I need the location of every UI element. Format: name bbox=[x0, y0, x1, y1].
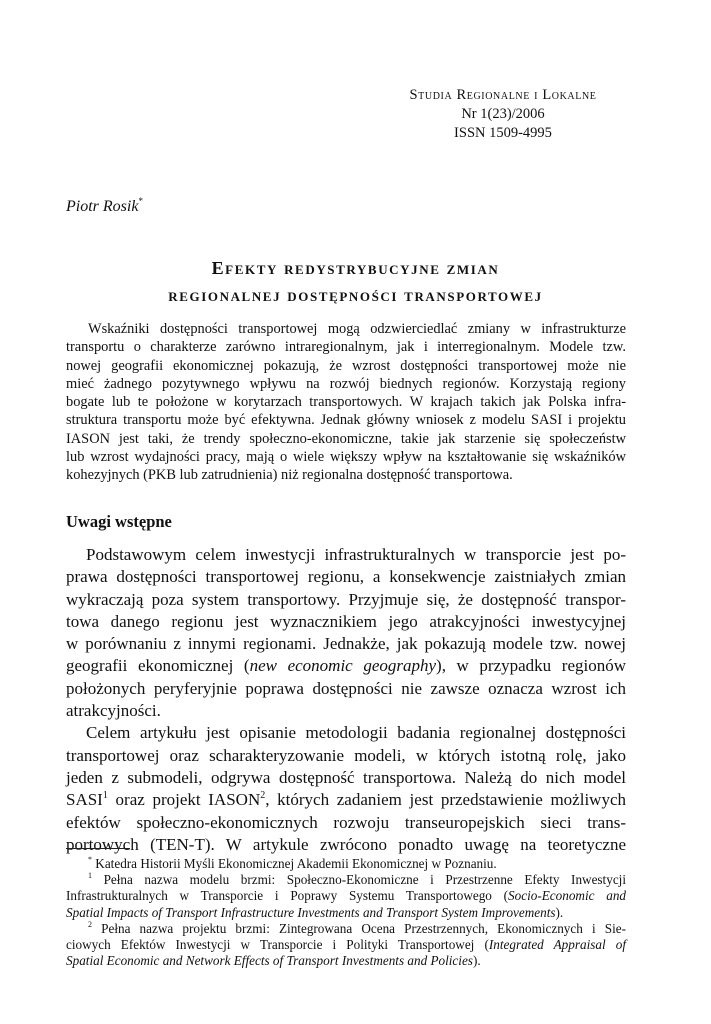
abstract bbox=[66, 320, 626, 485]
journal-issue: Nr 1(23)/2006 bbox=[461, 106, 545, 122]
paragraph-line: efektów społeczno-ekonomicznych rozwoju transeuropejskich sieci trans- bbox=[66, 812, 626, 832]
abstract-line: kohezyjnych (PKB lub zatrudnienia) niż regionalna dostępność transportowa. bbox=[66, 467, 513, 484]
footnote-divider bbox=[66, 848, 130, 849]
paragraph-line: towa danego regionu jest wyznacznikiem jego atrakcyjności inwestycyjnej bbox=[66, 611, 626, 631]
body-text bbox=[66, 544, 626, 856]
footnote-ref-2: 2 bbox=[260, 790, 266, 802]
paragraph-line: prawa dostępności transportowej regionu, a konsekwencje zaistniałych zmian bbox=[66, 567, 626, 587]
footnote-2: $^2$ Pełna nazwa projektu brzmi: Zintegrowana Ocena Przestrzennych, Ekonomicznych i Sie- bbox=[88, 919, 626, 936]
journal-issn: ISSN 1509-4995 bbox=[454, 125, 552, 141]
paragraph-line: SASI$^1$ oraz projekt IASON$^2$, których zadaniem jest przedstawienie możliwych bbox=[66, 790, 626, 810]
paragraph-line: położonych peryferyjnie poprawa dostępności nie zawsze oznacza wzrost ich bbox=[66, 678, 626, 698]
footnote-2-line: ciowych Efektów Inwestycji w Transporcie i Polityki Transportowej (Integrated Appraisal of bbox=[66, 937, 626, 953]
paragraph-line: Celem artykułu jest opisanie metodologii badania regionalnej dostępności bbox=[86, 723, 626, 743]
paragraph-line: wykraczają poza system transportowy. Przyjmuje się, że dostępność transpor- bbox=[66, 589, 626, 609]
footnote-2-line: Spatial Economic and Network Effects of Transport Investments and Policies). bbox=[66, 953, 481, 969]
italic-term: new economic geography bbox=[249, 656, 437, 676]
abstract-line: struktura transportu może być efektywna. Jednak główny wniosek z modelu SASI i projektu bbox=[66, 412, 626, 429]
footnote-affiliation: * Katedra Historii Myśli Ekonomicznej Akademii Ekonomicznej w Poznaniu. bbox=[88, 855, 497, 871]
abstract-line: mieć żadnego pozytywnego wpływu na rozwój biednych regionów. Korzystają regiony bbox=[66, 375, 626, 392]
paragraph-line: Podstawowym celem inwestycji infrastrukturalnych w transporcie jest po- bbox=[86, 545, 626, 564]
article-title bbox=[40, 255, 671, 309]
abstract-line: nowej geografii ekonomicznej pokazują, że wzrost dostępności transportowej może nie bbox=[66, 357, 626, 374]
footnote-1-line: Infrastrukturalnych w Transporcie i Poprawy Systemu Transportowego (Socio-Economic and bbox=[66, 888, 627, 904]
abstract-line: Wskaźniki dostępności transportowej mogą odzwierciedlać zmiany w infrastrukturze bbox=[88, 321, 626, 337]
footnotes bbox=[66, 856, 626, 969]
paragraph-line: geografii ekonomicznej (new economic geography), w przypadku regionów bbox=[66, 656, 626, 676]
journal-series: Studia Regionalne i Lokalne bbox=[409, 87, 597, 103]
abstract-line: transportu o charakterze zarówno intraregionalnym, jak i interregionalnym. Modele tzw. bbox=[66, 339, 626, 356]
author-name: Piotr Rosik bbox=[66, 198, 139, 215]
footnote-1: $^1$ Pełna nazwa modelu brzmi: Społeczno-Ekonomiczne i Przestrzenne Efekty Inwestycji bbox=[88, 871, 626, 888]
abstract-line: IASON jest taki, że trendy społeczno-ekonomiczne, takie jak starzenie się społeczeństw bbox=[66, 430, 626, 447]
paragraph-line: w porównaniu z innymi regionami. Jednakże, jak pokazują modele tzw. nowej bbox=[66, 634, 626, 654]
journal-header bbox=[380, 86, 626, 143]
title-line-2: regionalnej dostępności transportowej bbox=[168, 285, 543, 305]
abstract-line: lub wzrost wydajności pracy, mają o wiele większy wpływ na kształtowanie się wskaźników bbox=[66, 449, 626, 466]
abstract-line: bogate lub te położone w korytarzach transportowych. W krajach takich jak Polska infra- bbox=[66, 394, 626, 411]
section-heading: Uwagi wstępne bbox=[66, 512, 172, 531]
paragraph-line: jeden z submodeli, odgrywa dostępność transportowa. Należą do nich model bbox=[66, 767, 626, 787]
author-footnote-mark: * bbox=[138, 196, 143, 206]
paragraph-line: atrakcyjności. bbox=[66, 701, 161, 721]
author bbox=[66, 196, 143, 216]
title-line-1: Efekty redystrybucyjne zmian bbox=[211, 258, 500, 278]
paragraph-line: transportowej oraz scharakteryzowanie modeli, w których istotną rolę, jako bbox=[66, 745, 626, 765]
footnote-1-line: Spatial Impacts of Transport Infrastructure Investments and Transport System Improvements). bbox=[66, 904, 564, 920]
paragraph-line: portowych (TEN-T). W artykule zwrócono ponadto uwagę na teoretyczne bbox=[66, 834, 626, 854]
footnote-ref-1: 1 bbox=[102, 790, 108, 802]
